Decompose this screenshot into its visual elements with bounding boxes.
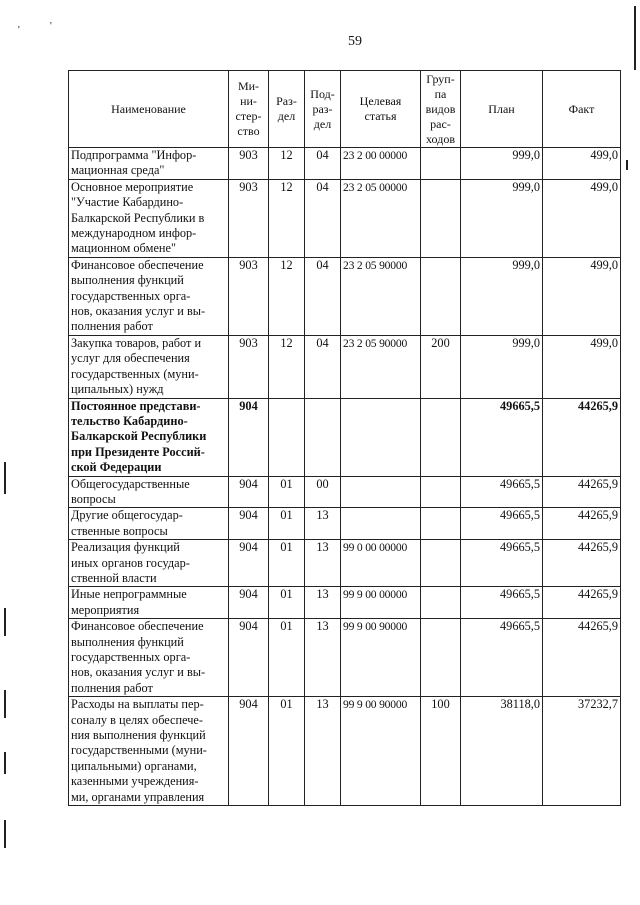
header-plan-label: План xyxy=(488,101,515,116)
table-body xyxy=(69,148,621,806)
row-fact: 37232,7 xyxy=(543,697,621,806)
budget-table xyxy=(68,70,621,806)
scan-edge-mark xyxy=(4,462,6,494)
table-row xyxy=(69,619,621,697)
row-target xyxy=(341,398,421,476)
row-ministry: 904 xyxy=(229,619,269,697)
row-expense-group xyxy=(421,540,461,587)
table-row xyxy=(69,179,621,257)
table-row xyxy=(69,540,621,587)
table-row xyxy=(69,398,621,476)
row-section: 01 xyxy=(269,587,305,619)
row-fact: 44265,9 xyxy=(543,508,621,540)
header-plan xyxy=(461,71,543,148)
header-target xyxy=(341,71,421,148)
table-row xyxy=(69,257,621,335)
header-name xyxy=(69,71,229,148)
row-name: Общегосударственные вопросы xyxy=(69,476,229,508)
row-plan: 999,0 xyxy=(461,335,543,398)
row-fact: 44265,9 xyxy=(543,619,621,697)
row-plan: 49665,5 xyxy=(461,540,543,587)
row-plan: 49665,5 xyxy=(461,587,543,619)
row-section: 12 xyxy=(269,148,305,180)
row-target xyxy=(341,508,421,540)
header-expense-group-label: Груп- па видов рас- ходов xyxy=(425,71,456,146)
row-fact: 499,0 xyxy=(543,179,621,257)
page-number: 59 xyxy=(348,34,362,49)
row-plan: 49665,5 xyxy=(461,619,543,697)
row-subsection: 13 xyxy=(305,619,341,697)
row-expense-group xyxy=(421,148,461,180)
row-plan: 49665,5 xyxy=(461,508,543,540)
row-plan: 999,0 xyxy=(461,257,543,335)
header-section-label: Раз- дел xyxy=(276,94,297,123)
header-target-label: Целевая статья xyxy=(359,94,402,123)
row-target: 99 9 00 00000 xyxy=(341,587,421,619)
row-subsection: 04 xyxy=(305,179,341,257)
row-section: 01 xyxy=(269,697,305,806)
row-expense-group xyxy=(421,508,461,540)
scan-edge-mark xyxy=(4,752,6,774)
scan-edge-mark xyxy=(4,690,6,718)
row-name: Финансовое обеспечение выполнения функций государственных орга- нов, оказания услуг и вы- полнения работ xyxy=(69,257,229,335)
header-fact xyxy=(543,71,621,148)
row-subsection: 13 xyxy=(305,540,341,587)
row-ministry: 903 xyxy=(229,148,269,180)
row-target: 23 2 05 90000 xyxy=(341,335,421,398)
row-section: 12 xyxy=(269,179,305,257)
header-name-label: Наименование xyxy=(111,101,186,116)
row-name: Другие общегосудар- ственные вопросы xyxy=(69,508,229,540)
row-section: 01 xyxy=(269,540,305,587)
row-ministry: 904 xyxy=(229,476,269,508)
row-expense-group xyxy=(421,257,461,335)
row-expense-group: 100 xyxy=(421,697,461,806)
scan-edge-mark xyxy=(626,160,628,170)
row-ministry: 904 xyxy=(229,540,269,587)
header-fact-label: Факт xyxy=(568,101,595,116)
row-subsection: 04 xyxy=(305,335,341,398)
header-ministry xyxy=(229,71,269,148)
row-section: 01 xyxy=(269,476,305,508)
row-expense-group xyxy=(421,179,461,257)
row-expense-group xyxy=(421,398,461,476)
row-name: Основное мероприятие "Участие Кабардино- Балкарской Республики в международном инфор- мационном обмене" xyxy=(69,179,229,257)
row-target: 99 0 00 00000 xyxy=(341,540,421,587)
row-name: Реализация функций иных органов государ- ственной власти xyxy=(69,540,229,587)
row-subsection: 13 xyxy=(305,508,341,540)
row-plan: 38118,0 xyxy=(461,697,543,806)
row-subsection: 13 xyxy=(305,587,341,619)
row-subsection: 00 xyxy=(305,476,341,508)
scan-edge-mark xyxy=(4,608,6,636)
header-ministry-label: Ми- ни- стер- ство xyxy=(235,79,262,138)
row-subsection: 13 xyxy=(305,697,341,806)
table-row xyxy=(69,587,621,619)
row-name: Расходы на выплаты пер- соналу в целях обеспече- ния выполнения функций государственными (муни- ципальными) органами, казенными учреждения- ми, органами управления xyxy=(69,697,229,806)
table-row xyxy=(69,508,621,540)
row-fact: 44265,9 xyxy=(543,398,621,476)
row-target: 23 2 05 00000 xyxy=(341,179,421,257)
row-ministry: 904 xyxy=(229,697,269,806)
row-plan: 999,0 xyxy=(461,179,543,257)
row-ministry: 904 xyxy=(229,398,269,476)
row-section: 01 xyxy=(269,619,305,697)
header-subsection xyxy=(305,71,341,148)
row-expense-group xyxy=(421,619,461,697)
row-target: 99 9 00 90000 xyxy=(341,619,421,697)
table-header-row xyxy=(69,71,621,148)
row-section xyxy=(269,398,305,476)
row-ministry: 904 xyxy=(229,587,269,619)
row-name: Постоянное представи- тельство Кабардино- Балкарской Республики при Президенте Россий- ской Федерации xyxy=(69,398,229,476)
row-plan: 999,0 xyxy=(461,148,543,180)
row-subsection: 04 xyxy=(305,257,341,335)
row-plan: 49665,5 xyxy=(461,398,543,476)
row-fact: 499,0 xyxy=(543,257,621,335)
row-target: 23 2 00 00000 xyxy=(341,148,421,180)
row-expense-group: 200 xyxy=(421,335,461,398)
row-name: Иные непрограммные мероприятия xyxy=(69,587,229,619)
row-target: 23 2 05 90000 xyxy=(341,257,421,335)
row-ministry: 903 xyxy=(229,179,269,257)
header-section xyxy=(269,71,305,148)
header-expense-group xyxy=(421,71,461,148)
row-name: Финансовое обеспечение выполнения функций государственных орга- нов, оказания услуг и вы- полнения работ xyxy=(69,619,229,697)
row-fact: 499,0 xyxy=(543,335,621,398)
row-section: 12 xyxy=(269,335,305,398)
row-fact: 44265,9 xyxy=(543,587,621,619)
row-subsection: 04 xyxy=(305,148,341,180)
row-fact: 499,0 xyxy=(543,148,621,180)
row-target xyxy=(341,476,421,508)
table-row xyxy=(69,335,621,398)
table-row xyxy=(69,476,621,508)
row-name: Закупка товаров, работ и услуг для обеспечения государственных (муни- ципальных) нужд xyxy=(69,335,229,398)
row-expense-group xyxy=(421,476,461,508)
scan-edge-mark xyxy=(4,820,6,848)
header-subsection-label: Под- раз- дел xyxy=(310,86,335,131)
row-name: Подпрограмма "Инфор- мационная среда" xyxy=(69,148,229,180)
row-ministry: 903 xyxy=(229,335,269,398)
row-fact: 44265,9 xyxy=(543,540,621,587)
scan-dot: ' xyxy=(50,21,52,32)
row-subsection xyxy=(305,398,341,476)
row-fact: 44265,9 xyxy=(543,476,621,508)
row-target: 99 9 00 90000 xyxy=(341,697,421,806)
table-row xyxy=(69,148,621,180)
row-ministry: 903 xyxy=(229,257,269,335)
row-plan: 49665,5 xyxy=(461,476,543,508)
row-expense-group xyxy=(421,587,461,619)
scan-dot: ' xyxy=(18,25,20,36)
row-ministry: 904 xyxy=(229,508,269,540)
row-section: 01 xyxy=(269,508,305,540)
row-section: 12 xyxy=(269,257,305,335)
table-row xyxy=(69,697,621,806)
